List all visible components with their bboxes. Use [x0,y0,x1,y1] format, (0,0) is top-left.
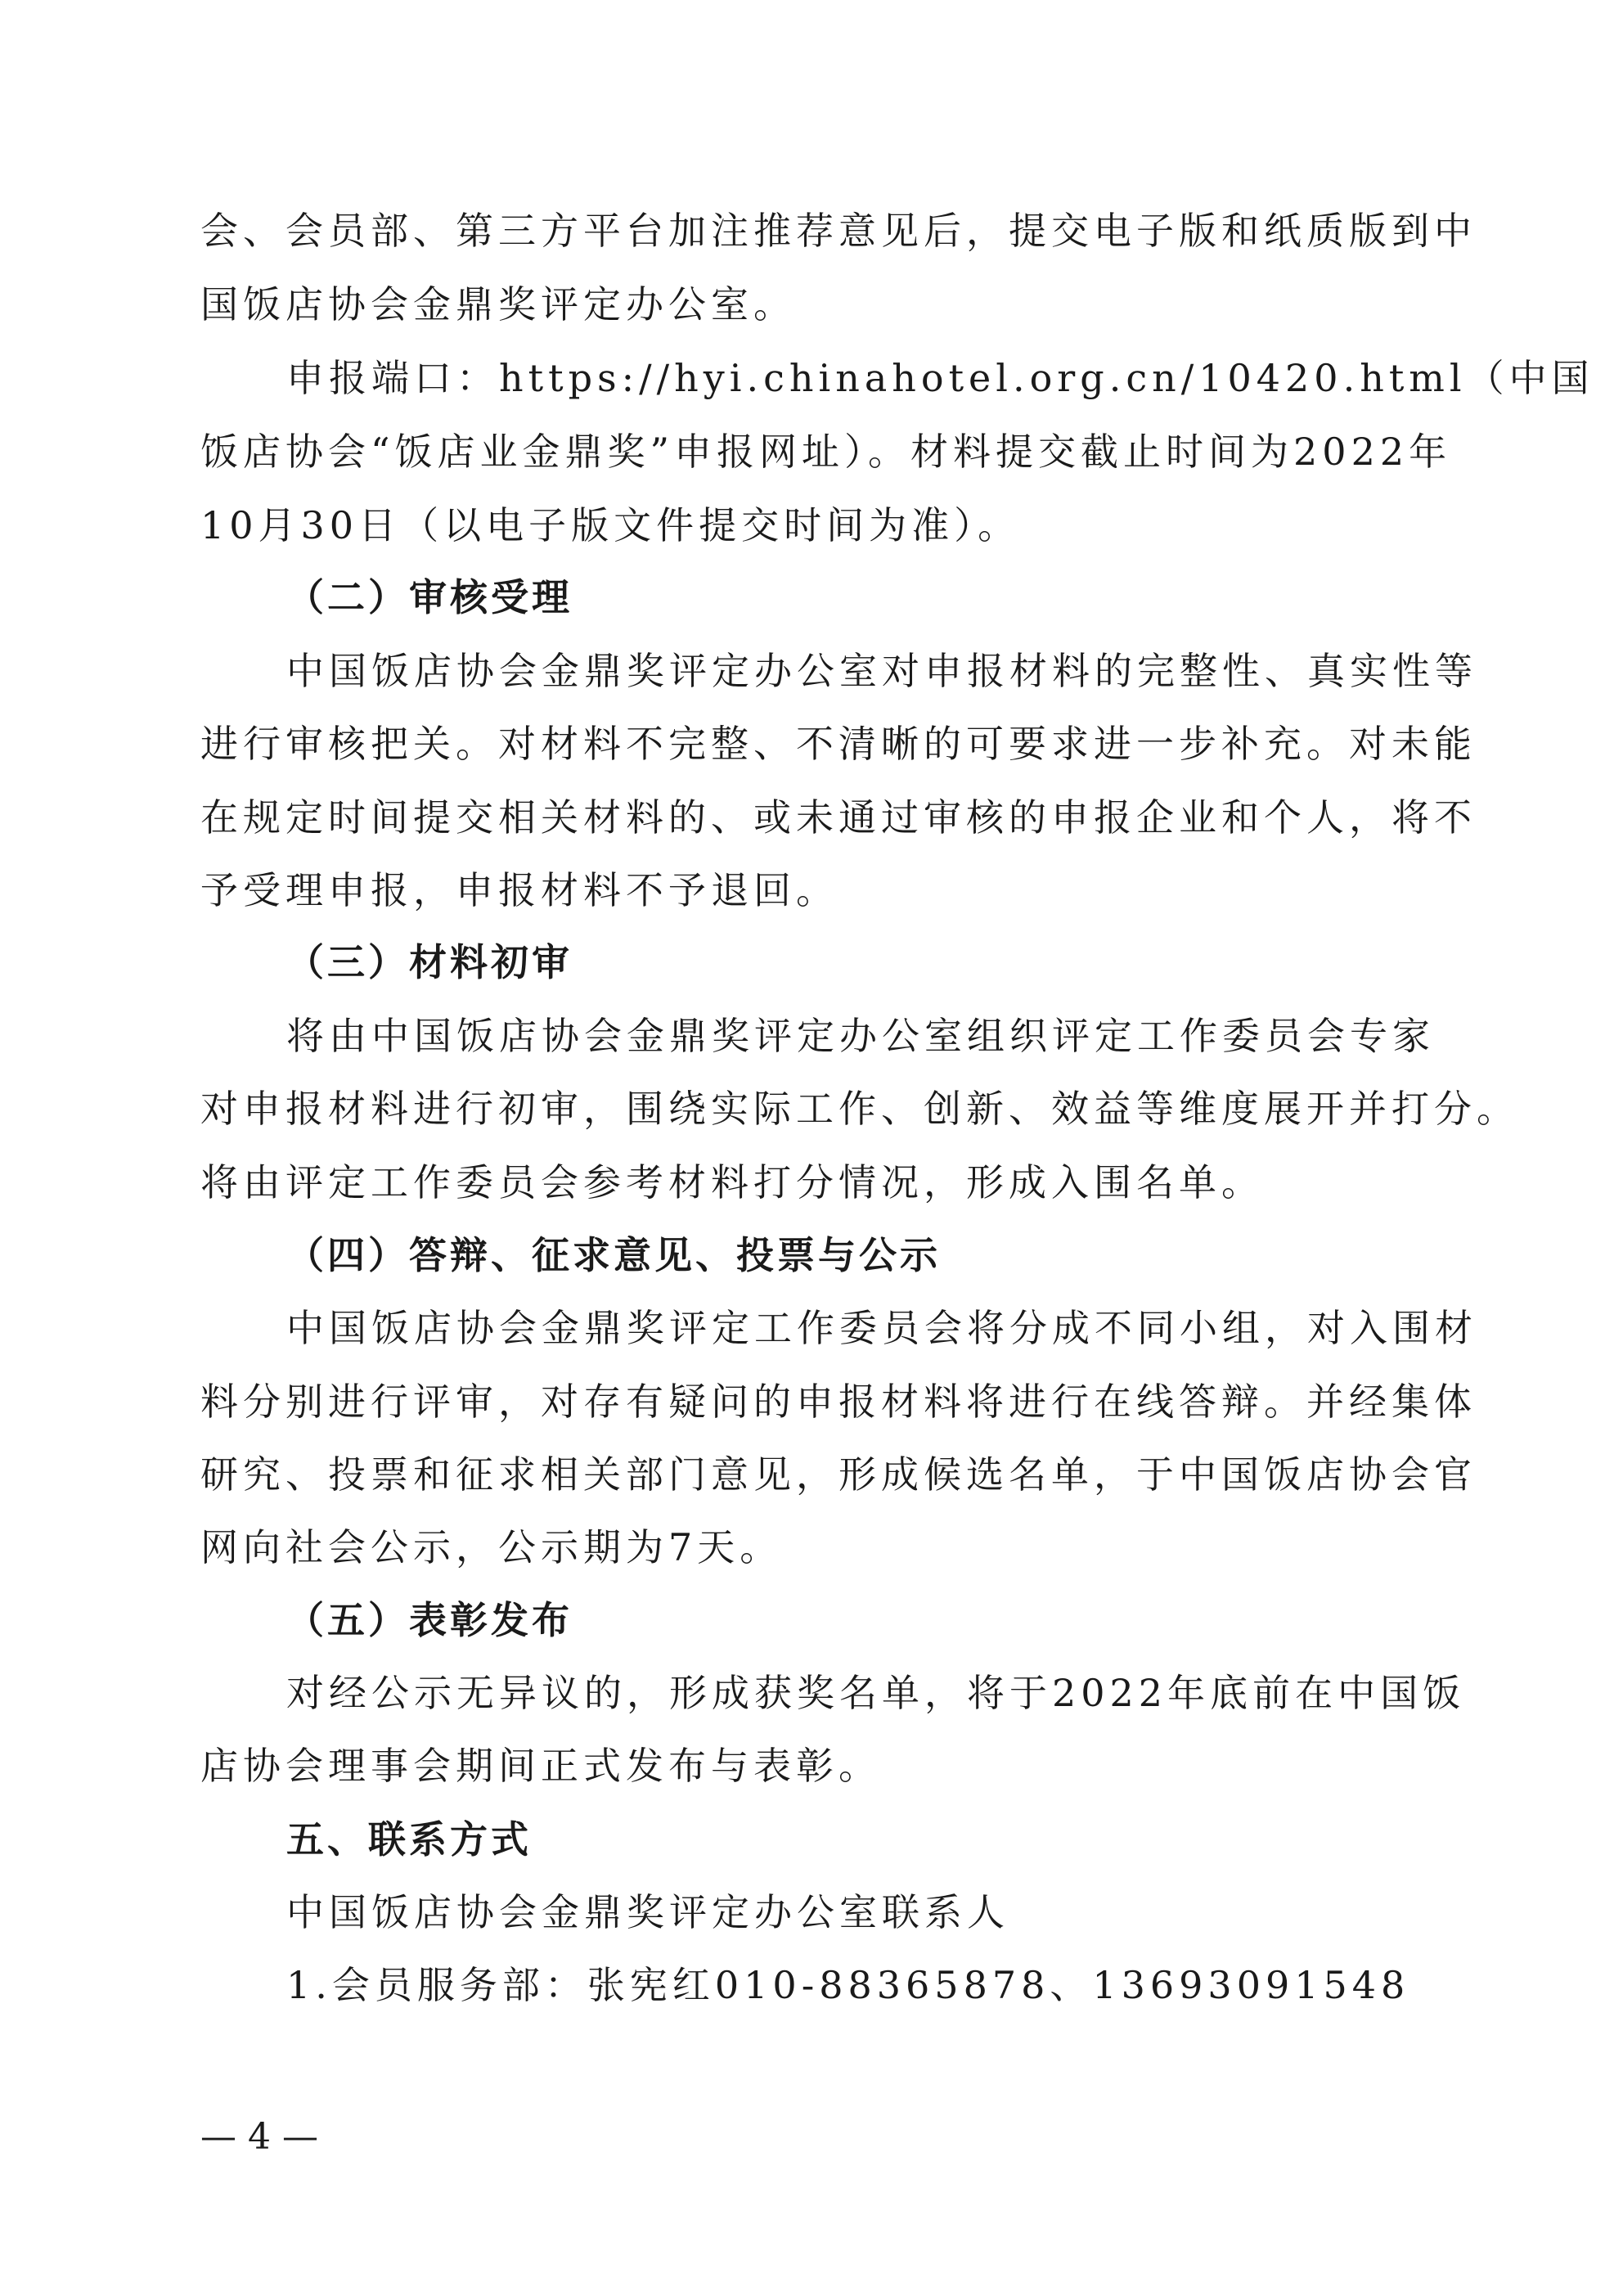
body-line: 中国饭店协会金鼎奖评定工作委员会将分成不同小组，对入围材 [286,1306,1477,1350]
body-line: 国饭店协会金鼎奖评定办公室。 [200,282,796,326]
body-line: 将由中国饭店协会金鼎奖评定办公室组织评定工作委员会专家 [286,1014,1435,1058]
body-line: 将由评定工作委员会参考材料打分情况，形成入围名单。 [200,1160,1264,1204]
body-line: 饭店协会“饭店业金鼎奖”申报网址）。材料提交截止时间为2022年 [200,430,1452,474]
body-line: 对申报材料进行初审，围绕实际工作、创新、效益等维度展开并打分。 [200,1087,1519,1131]
section-heading: （三）材料初审 [286,940,573,984]
body-line: 料分别进行评审，对存有疑问的申报材料将进行在线答辩。并经集体 [200,1380,1477,1424]
section-heading: （二）审核受理 [286,575,573,619]
body-line: 在规定时间提交相关材料的、或未通过审核的申报企业和个人，将不 [200,795,1477,840]
body-line: 对经公示无异议的，形成获奖名单，将于2022年底前在中国饭 [286,1671,1466,1715]
body-line: 研究、投票和征求相关部门意见，形成候选名单，于中国饭店协会官 [200,1452,1477,1497]
body-line: 进行审核把关。对材料不完整、不清晰的可要求进一步补充。对未能 [200,722,1477,766]
body-line: 店协会理事会期间正式发布与表彰。 [200,1744,881,1788]
section-heading: （四）答辩、征求意见、投票与公示 [286,1233,941,1277]
body-line: 1.会员服务部：张宪红010-88365878、13693091548 [286,1963,1410,2007]
body-line: 中国饭店协会金鼎奖评定办公室对申报材料的完整性、真实性等 [286,649,1477,693]
page-number: — 4 — [200,2116,318,2158]
body-line: 中国饭店协会金鼎奖评定办公室联系人 [286,1890,1009,1934]
section-heading: （五）表彰发布 [286,1598,573,1642]
body-line: 申报端口：https://hyi.chinahotel.org.cn/10420.html（中国 [286,356,1594,400]
section-heading: 五、联系方式 [286,1817,532,1862]
body-line: 网向社会公示，公示期为7天。 [200,1525,783,1569]
body-line: 会、会员部、第三方平台加注推荐意见后，提交电子版和纸质版到中 [200,209,1477,253]
body-line: 10月30日（以电子版文件提交时间为准）。 [200,503,1021,547]
body-line: 予受理申报，申报材料不予退回。 [200,868,838,912]
